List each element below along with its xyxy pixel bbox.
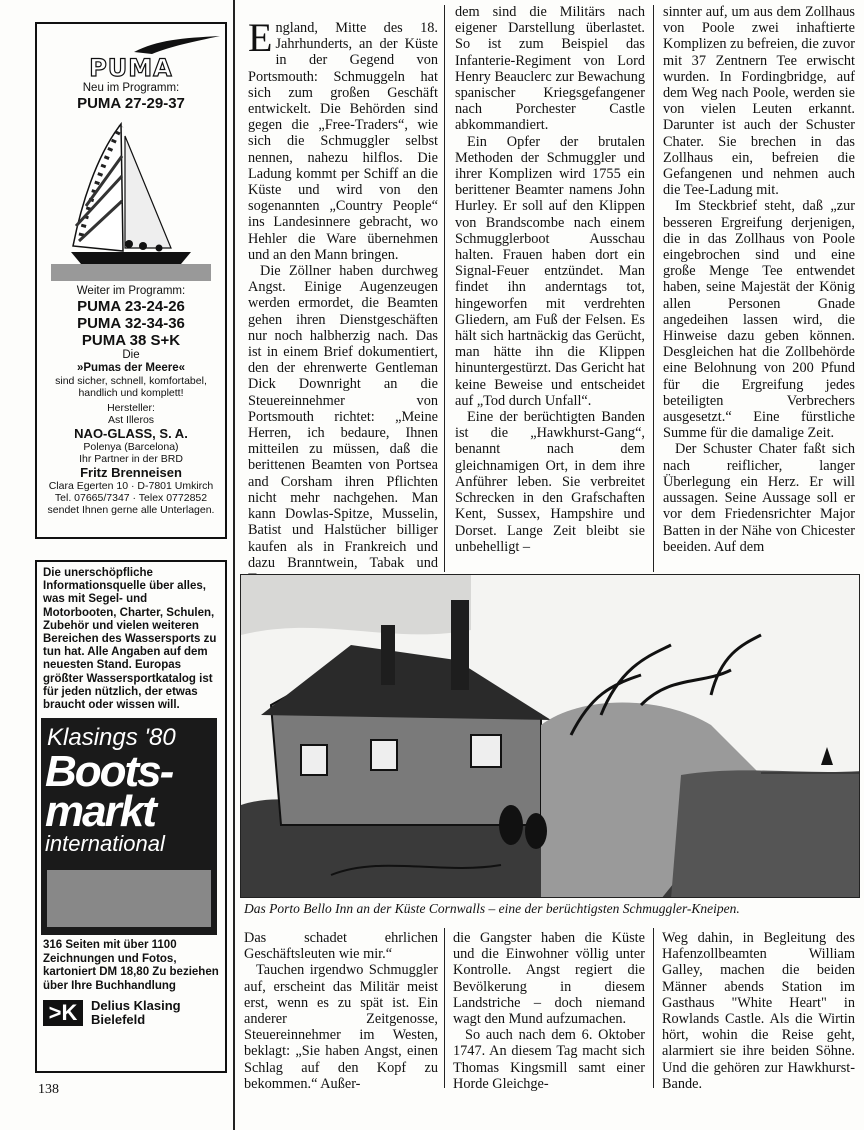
new-program-label: Neu im Programm: [82, 82, 180, 94]
further-program-label: Weiter im Programm: [76, 285, 186, 297]
paragraph: Der Schuster Chater faßt sich nach reiflicher, langer Überlegung ein Herz. Er will aussagen. Seine Aussage soll er vor dem Friedensrichter Major Batten in der Nähe von Chicester beeiden. Auf dem [663, 441, 855, 555]
paragraph: Im Steckbrief steht, daß „zur besseren Ergreifung derjenigen, die in das Zollhaus von Poole eingebrochen sind und eine große Menge Tee entwendet haben, seine Majestät der König allen Personen Gnade angedeihen lassen wird, die Hinweise dazu geben können. Desgleichen hat die Zollbehörde eine Belohnung von 200 Pfund für die Ergreifung jedes beteiligten Verbrechers ausgesetzt.“ Eine fürstliche Summe für die damalige Zeit. [663, 198, 855, 442]
drop-cap: E [248, 15, 273, 60]
partner-phone: Tel. 07665/7347 · Telex 0772852 [54, 492, 208, 504]
paragraph: Eine der berüchtigten Banden ist die „Hawkhurst-Gang“, benannt nach dem gleichnamigen Ort, in dem ihre Anführer leben. Sie verbreitet Schrecken in den Grafschaften Kent, Sussex, Hampshire und Dorset. Lange Zeit bleibt sie unbehelligt – [455, 409, 645, 555]
paragraph: die Gangster haben die Küste und die Einwohner völlig unter Kontrolle. Angst regiert die Bevölkerung in diesem Landstriche – doch niemand wagt den Mund aufzumachen. [453, 930, 645, 1028]
paragraph: Weg dahin, in Begleitung des Hafenzollbeamten William Galley, machen die beiden Männer abends Station im Gasthaus "White Heart" in Rowlands Castle. Als die Wirtin hört, wohin die Reise geht, alarmiert sie ihre beiden Söhne. Und die gehören zur Hawkhurst-Bande. [662, 930, 855, 1092]
paragraph: ngland, Mitte des 18. Jahrhunderts, an der Küste in der Gegend von Portsmouth: Schmuggeln hat sich zum großen Geschäft entwickelt. Die Behörden sind gegen die „Free-Traders“, wie sich die Schmuggler selbst nennen, nahezu hilflos. Die Ladung kommt per Schiff an die Küste und wird von den sogenannten „Country People“ ins Landesinnere gebracht, wo Hehler die Ware übernehmen und an den Mann bringen. [248, 20, 438, 263]
slogan: »Pumas der Meere« [76, 362, 186, 374]
puma-logo-icon [132, 34, 222, 56]
column-rule [653, 5, 654, 572]
brand-logo: PUMA [89, 54, 173, 82]
maker-city: Polenya (Barcelona) [83, 441, 179, 453]
cover-line-1: Klasings '80 [47, 724, 176, 752]
partner-note: sendet Ihnen gerne alle Unterlagen. [47, 504, 215, 516]
paragraph: Das schadet ehrlichen Geschäftsleuten wie mir.“ [244, 930, 438, 963]
publisher-logo-icon: >K [43, 1000, 83, 1026]
article-column-4 [244, 930, 438, 1092]
illustration-caption: Das Porto Bello Inn an der Küste Cornwalls – eine der berüchtigsten Schmuggler-Kneipen. [244, 901, 740, 916]
bootsmarkt-advertisement [35, 560, 227, 1073]
paragraph: Ein Opfer der brutalen Methoden der Schmuggler und ihrer Komplizen wird 1755 ein berittener Beamter namens John Hurley. Er soll auf den Klippen von Brandscombe nach einem Schmugglerboot Ausschau halten. Frauen haben dort ein Signal-Feuer entzündet. Man findet ihn anderntags tot, hingeworfen mit verdrehten Gliedern, am Fuß der Felsen. Es hält sich hartnäckig das Gerücht, man hätte ihn die Klippen hinuntergestürzt. Das Gericht hat keine Beweise und entscheidet auf „Tod durch Unfall“. [455, 133, 645, 409]
article-column-5 [453, 930, 645, 1092]
paragraph: Tauchen irgendwo Schmuggler auf, erscheint das Militär meist erst, wenn es zu spät ist. Ein anderer Zeitgenosse, Steuereinnehmer im Westen, beklagt: „Sie haben Angst, einen Schlag auf den Kopf zu bekommen.“ Außer- [244, 962, 438, 1092]
article-column-6 [662, 930, 855, 1092]
column-rule [444, 5, 445, 572]
maker-name: Ast Illeros [107, 414, 155, 426]
partner-address: Clara Egerten 10 · D-7801 Umkirch [48, 480, 214, 492]
publisher-city: Bielefeld [91, 1012, 146, 1028]
main-model: PUMA 27-29-37 [77, 95, 185, 112]
die-label: Die [122, 349, 140, 361]
paragraph: sinnter auf, um aus dem Zollhaus von Poole zwei inhaftierte Komplizen zu befreien, die zuvor mit 37 Zentnern Tee erwischt wurden. In Fordingbridge, auf dem Weg nach Poole, werden sie von vielen Leuten erkannt. Darunter ist auch der Schuster Chater. Sie brechen in das Zollhaus ein, befreien die Gefangenen und nehmen auch die Tee-Ladung mit. [663, 4, 855, 199]
paragraph: So auch nach dem 6. Oktober 1747. An diesem Tag macht sich Thomas Kingsmill samt einer Horde Gleichge- [453, 1027, 645, 1092]
page-number: 138 [38, 1082, 59, 1097]
column-rule [653, 928, 654, 1088]
ad-intro-text: Die unerschöpfliche Informationsquelle über alles, was mit Segel- und Motorbooten, Charter, Schulen, Zubehör und vielen weiteren Bereichen des Wassersports zu tun hat. Alle Angaben auf dem neuesten Stand. Europas größter Wassersportkatalog ist für jeden nützlich, der etwas braucht oder wissen will. [43, 567, 217, 712]
porto-bello-inn-illustration [240, 574, 860, 898]
paragraph: dem sind die Militärs nach eigener Darstellung überlastet. So ist zum Beispiel das Infanterie-Regiment von Lord Henry Beauclerc zur Bewachung spanischer Kriegsgefangener nach Porchester Castle abkommandiert. [455, 4, 645, 134]
paragraph: Die Zöllner haben durchweg Angst. Einige Augenzeugen werden ermordet, die Beamten gehen ihren Dienstgeschäften nur noch halbherzig nach. Das ist in einem Brief dokumentiert, den der ehrenwerte Gentleman Dick Downright an die Steuereinnehmer von Portsmouth richtet: „Meine Herren, ich bedaure, Ihnen mitteilen zu müssen, daß die berittenen Beamten von Portsea and Corsham ihren Pflichten nicht mehr nachgehen. Man kann Dowlas-Spitze, Musselin, Batist und Halstücher billiger kaufen als in Frankreich und dazu Branntwein, Tabak und [248, 263, 438, 571]
maker-company: NAO-GLASS, S. A. [74, 426, 188, 441]
publisher-name: Delius Klasing [91, 998, 181, 1014]
article-column-2 [455, 4, 645, 555]
model-1: PUMA 23-24-26 [77, 298, 185, 315]
partner-label: Ihr Partner in der BRD [79, 453, 183, 465]
article-column-3 [663, 4, 855, 555]
cover-line-2: Boots- markt [45, 747, 173, 837]
model-3: PUMA 38 S+K [81, 332, 181, 349]
partner-name: Fritz Brenneisen [80, 465, 182, 480]
description: sind sicher, schnell, komfortabel, handlich und komplett! [55, 375, 207, 399]
book-info: 316 Seiten mit über 1100 Zeichnungen und Fotos, kartoniert DM 18,80 Zu beziehen über Ihre Buchhandlung [43, 939, 219, 992]
book-cover [41, 718, 217, 935]
maker-label: Hersteller: [107, 402, 155, 414]
article-column-1 [248, 15, 438, 587]
column-rule [444, 928, 445, 1088]
model-2: PUMA 32-34-36 [77, 315, 185, 332]
cover-contents-panel [47, 870, 211, 927]
publisher-block [43, 999, 225, 1027]
puma-advertisement [35, 22, 227, 539]
sailboat-photo [51, 116, 211, 281]
cover-line-4: international [45, 831, 165, 857]
left-column-rule [233, 0, 235, 1130]
